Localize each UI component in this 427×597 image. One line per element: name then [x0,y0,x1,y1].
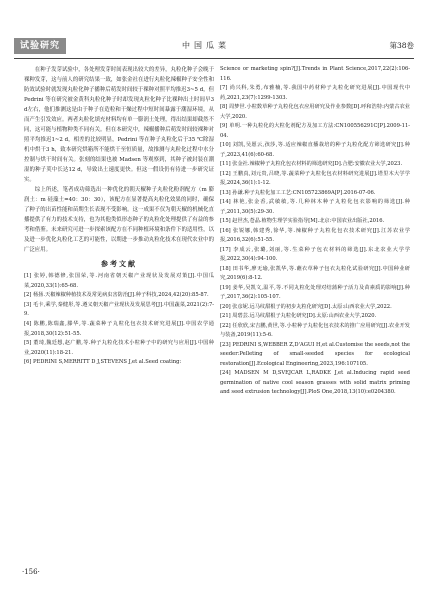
reference-item: [24] MADSEN M D,SVEJCAR L,RADKE J,et al.Inducing rapid seed germination of native cool season grasses with solid matrix priming and seed extrusion technology[J].PloS One,2018,13(10):e0204380. [220,370,410,395]
reference-item: [8] 周梦世.小粒数草种子丸粒化包衣应用研究及作业参数[D].呼和浩特:内蒙古农业大学,2020. [220,104,410,120]
reference-item: [12] 王鹏真,刘元贵,吕晓,等.蔬菜种子丸粒化包衣材料研究进展[J].塔里木大学学报,2024,36(1):1-12. [220,170,410,186]
volume-label: 第38卷 [389,41,414,50]
section-badge: 试验研究 [14,38,66,54]
reference-item: [20] 张彦妮.远马纹甜根子的初步丸粒化研究[D].太原:山西农业大学,2022. [220,303,392,310]
reference-item: [17] 李成云,张璐,刘丽,等.生菜种子包衣材料的筛选[J].东北农业大学学报,2022,30(4):94-100. [220,246,410,262]
reference-item: [6] PEDRINI S,MERRITT D J,STEVENS J,et al.Seed coating: [24,359,182,366]
reference-item: [16] 张锐娜,韩建秀,徐华,等.辣椒种子丸粒化包衣技术研究[J].江苏农业学报,2016,32(6):51-55. [220,227,410,243]
reference-item: [3] 毛卡,乘学,秦健彤,等.遵义朝天椒产业现状及发展思考[J].中国蔬菜,2021(2):7-9. [24,301,214,318]
body-paragraph: 在种子发芽试验中，各处理发芽时间表现出较大的差异，丸粒化种子会晚于裸种发芽，这与前人的研究结果一致，如张金社在进行丸粒化辣椒种子安全性和防效试验时就发现丸粒化种子播种后萌发时间较于裸种对照平均推迟3~5 d，但 Pedrini 等在研究被金黄科丸粒化种子时却发现丸粒化种子比裸种出土时间早3 d左右，他们推测这是由于种子在造粒和干燥过程中短时间暴露于潮湿环境，从而产生引发效应。两者丸粒化填充材料均有单一膨润土处理，得出结果却截然不同，这可能与植物种类不同有关。但在本研究中，辣椒播种后萌发时间较裸种对照平均推迟1~2 d，相差的比较明显，Pedrini 等在种子丸粒化后于35 ℃除湿机中烘干3 h，致本研究烘箱所不能烘干至恒质量，故推测与丸粒化过程中水分控制与烘干时间有关。张刻的结果也被 Madsen 等观察到，其种子被封装在潮湿的种子荚中长达12 d，导致出土速度更快。但这一假设仍有待进一步研究证实。 [24,67,214,183]
left-column [24,65,214,368]
right-column [220,65,410,398]
reference-item: [19] 姜华,吴凯文,温平,等.不同丸粒化处理对结蒲种子活力及苗素质的影响[J].种子,2017,36(2):105-107. [220,284,410,300]
journal-name: 中国瓜菜 [182,41,230,50]
reference-item: [11] 张金社.辣椒种子丸粒化包衣材料的筛选研究[D].合肥:安徽农业大学,2023. [220,161,403,167]
reference-item: [21] 周碧芸.远马纹甜根子丸粒化研究[D].太原:山西农业大学,2020. [220,313,377,319]
reference-item: [10] 刘凯,吴愿云,孩莎,等.适应辣椒直播栽培的种子丸粒化配方筛选研究[J].种子,2023,41(6):60-68. [220,142,410,158]
reference-item: [22] 任欣欣,宋吉鹏,黄世,等.小粒种子丸粒化包衣技术的推广应用研究[J].农业开发与装备,2019(11):5-6. [220,322,410,338]
reference-item: [13] 孙谦.种子丸粒化加工工艺:CN105723869A[P].2016-07-06. [220,189,376,196]
references-title: 参考文献 [101,260,137,268]
reference-item: [14] 林艳,张金香,武敏敏,等.几种林木种子丸粒化包衣影响的筛选[J].种子,2011,30(5):29-30. [220,199,410,215]
reference-item: [2] 杨扬.天椒辣椒种植技术及常见病虫害防治[J].种子科技,2024,42(20):85-87. [24,292,209,299]
reference-item: [18] 田书华,廖无瑜,张凯华,等.蘸衣草种子包衣丸粒化试验研究[J].中国种业研究,2019(6):8-12. [220,265,410,281]
reference-item: [9] 单明.一种丸粒化的大粒化剂配方及加工方法:CN100556291C[P].2009-11-04. [220,123,410,139]
page-header [14,38,414,56]
reference-item: [23] PEDRINI S,WEBBER Z,D'AGUI H,et al.Customise the seeds,not the seeder:Pelleting of small-seeded species for ecological restoration[J].Ecological Engineering,2023,196:107105. [220,341,410,367]
reference-item: [5] 董琦,魏廷想,赵广鹏,等.种子丸粒化技术小粒种子中的研究与应用[J].中国种业,2020(11):18-21. [24,340,214,356]
reference-item: [4] 陈鹏,陈瑞鑫,滕华,等.蔬菜种子丸粒化包衣技术研究进展[J].中国农学通报,2018,30(12):51-55. [24,320,214,337]
reference-item: [1] 张婷,韩德修,张国荣,等.河南省朝天椒产业现状及发展对策[J].中国瓜菜,2020,33(1):65-68. [24,273,214,289]
page-number: ·156· [22,568,40,576]
reference-item: [15] 赵世杰,苍晶.植物生理学实验指导[M].北京:中国农业出版社,2016. [220,218,385,224]
reference-item: Science or marketing spin?[J].Trends in Plant Science,2017,22(2):106-116. [220,66,410,82]
reference-item: [7] 尚兴科,朱勇,布雅楠,等.我国中药材种子丸粒化研究进展[J].中国现代中药,2021,23(7):1299-1303. [220,85,410,101]
header-divider [14,58,414,59]
body-paragraph: 综上所述，笔者成功筛选出一种优化的朝天椒种子丸粒化粉剂配方（m 膨润土：m 硅藻土=40：30：30），该配方在显著提高丸粒化效果的同时，确保了种子的出苗性能和苗期生长表现不受影响。这一成果不仅为朝天椒的机械化直播提供了有力的技术支持，也为其他类似形态种子的丸粒化处理提供了有益的参考和借鉴。未来研究可进一步探索该配方在不同种植环境和条件下的适用性，以及进一步优化丸粒化工艺的可能性，以期进一步推动丸粒化技术在现代农业中的广泛应用。 [24,187,214,253]
